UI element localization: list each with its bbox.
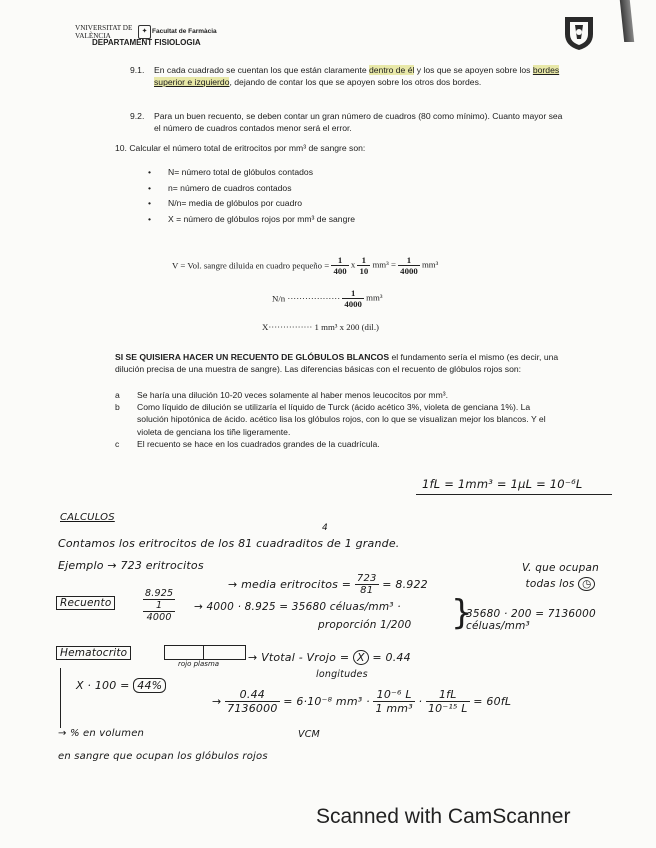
university-name: VNIVERSITAT DE VALÈNCIA xyxy=(75,24,133,40)
volume-note-line-2: todas los ◷ xyxy=(522,576,599,592)
small-note-4: 4 xyxy=(322,523,328,533)
fraction-1-4000: $\frac{1}{4000}$ xyxy=(344,288,362,309)
definitions-list xyxy=(148,165,548,227)
calculos-title: CALCULOS xyxy=(60,512,115,523)
fraction-1-4000: $\frac{1}{4000}$ xyxy=(400,255,418,276)
clock-sketch-icon: ◷ xyxy=(578,577,595,591)
faculty-name: Facultat de Farmàcia xyxy=(152,28,217,35)
item-10 xyxy=(115,142,575,154)
recuento-calc: → 4000 · 8.925 = 35680 céluas/mm³ · xyxy=(194,601,401,613)
vtotal-calc: → Vtotal - Vrojo = X = 0.44 xyxy=(248,651,411,664)
page-edge-shadow xyxy=(620,0,634,42)
list-item: a Se haría una dilución 10-20 veces solamente al haber menos leucocitos por mm³. xyxy=(115,390,448,400)
vcm-label: VCM xyxy=(298,729,320,740)
recuento-total: 35680 · 200 = 7136000 céluas/mm³ xyxy=(466,608,596,632)
units-underline xyxy=(416,494,612,495)
x-circled: X xyxy=(353,650,369,665)
units-equivalence: 1fL = 1mm³ = 1µL = 10⁻⁶L xyxy=(422,477,583,491)
white-cells-paragraph xyxy=(115,351,563,375)
dot-leader: ·················· xyxy=(287,293,341,304)
list-item: c El recuento se hace en los cuadrados grandes de la cuadrícula. xyxy=(115,438,380,449)
item-9-1-text-b: y los que se apoyen sobre los xyxy=(414,65,533,75)
blood-volume-note: en sangre que ocupan los glóbulos rojos xyxy=(58,751,268,762)
volume-percent-note: → % en volumen xyxy=(58,728,145,739)
item-9-2 xyxy=(130,110,570,134)
hematocrito-label: Hematocrito xyxy=(56,646,131,660)
item-9-2-number: 9.2. xyxy=(130,111,145,121)
fraction-1-400: $\frac{1}{400}$ xyxy=(333,255,347,276)
list-item: • N= número total de glóbulos contados xyxy=(148,165,548,181)
highlight-dentro: dentro de él xyxy=(369,65,415,75)
faculty-seal-icon xyxy=(561,14,597,52)
item-9-1-text-a: En cada cuadrado se cuentan los que están claramente xyxy=(154,65,369,75)
highlight-bordes: bordes superior e izquierdo xyxy=(154,65,560,88)
item-9-1 xyxy=(130,64,570,88)
n-over-n: N/n xyxy=(272,293,286,304)
item-9-1-number: 9.1. xyxy=(130,65,145,75)
tube-labels: rojo plasma xyxy=(178,660,220,668)
list-item: • n= número de cuadros contados xyxy=(148,181,548,197)
formula-label: V = Vol. sangre diluida en cuadro pequeño = xyxy=(172,260,330,271)
percent-44: 44% xyxy=(133,678,166,693)
list-item: • N/n= media de glóbulos por cuadro xyxy=(148,196,548,212)
item-9-2-text: Para un buen recuento, se deben contar un gran número de cuadros (80 como mínimo). Cuanto mayor sea el número de cuadros contados menor será el error. xyxy=(154,111,563,134)
example-line: Ejemplo → 723 eritrocitos xyxy=(58,559,204,572)
x100-calc: X · 100 = 44% xyxy=(76,679,166,692)
uv-emblem-icon: ✦ xyxy=(138,25,151,39)
x-formula xyxy=(262,322,379,332)
department-name: DEPARTAMENT FISIOLOGIA xyxy=(92,38,201,47)
unit-mm3: mm³ xyxy=(372,259,389,270)
volume-formula xyxy=(172,255,438,276)
white-cells-list xyxy=(115,389,563,450)
item-10-number: 10. xyxy=(115,143,127,153)
item-9-1-text-c: , dejando de contar los que se apoyen sobre los otros dos bordes. xyxy=(229,77,482,88)
x-formula-rest: ··············· 1 mm³ x 200 (dil.) xyxy=(268,322,379,332)
list-item: b Como líquido de dilución se utilizaría el líquido de Turck (ácido acético 3%, violeta de genciana 1%). La solución hipotónica de ácido. acético lisa los glóbulos rojos, con lo que se visualizan mejor los blancos. Y el violeta de genciana los tiñe ligeramente. xyxy=(115,402,546,437)
scanner-watermark: Scanned with CamScanner xyxy=(316,805,571,828)
white-cells-intro: el fundamento sería el mismo (es decir, una dilución precisa de una muestra de sangre). Las diferencias básicas con el recuento de glóbulos rojos son: xyxy=(115,352,559,375)
lengths-note: longitudes xyxy=(316,669,368,680)
unit-mm3: mm³ xyxy=(421,259,439,270)
mean-calc: → media eritrocitos = $\frac{723}{81}$ = 8.922 xyxy=(228,573,428,596)
item-10-text: Calcular el número total de eritrocitos por mm³ de sangre son: xyxy=(129,143,366,153)
tube-sketch xyxy=(164,645,246,660)
proportion-formula xyxy=(272,288,382,309)
brace: } xyxy=(451,593,473,633)
proportion-note: proporción 1/200 xyxy=(318,619,412,631)
volume-note xyxy=(522,560,599,592)
times-sign: x xyxy=(350,259,356,270)
recuento-label: Recuento xyxy=(56,596,115,610)
equals-sign: = xyxy=(391,259,396,270)
unit-mm3: mm³ xyxy=(366,292,383,303)
recuento-fraction: 8.925 1 4000 xyxy=(145,588,174,623)
bracket-line xyxy=(60,668,62,728)
counting-line: Contamos los eritrocitos de los 81 cuadraditos de 1 grande. xyxy=(58,537,400,550)
white-cells-heading: SI SE QUISIERA HACER UN RECUENTO DE GLÓBULOS BLANCOS xyxy=(115,352,390,362)
vcm-calc: → $\frac{0.44}{7136000}$ = 6·10⁻⁸ mm³ · $\frac{\text{10⁻⁶ L}}{\text{1 mm³}}$ · $\frac{1fL}{\text{10⁻¹⁵ L}}$ = 60fL xyxy=(212,688,512,715)
volume-note-line-1: V. que ocupan xyxy=(522,562,599,574)
x-variable: X xyxy=(262,322,269,332)
list-item: • X = número de glóbulos rojos por mm³ de sangre xyxy=(148,212,548,228)
fraction-1-10: $\frac{1}{10}$ xyxy=(359,255,369,276)
